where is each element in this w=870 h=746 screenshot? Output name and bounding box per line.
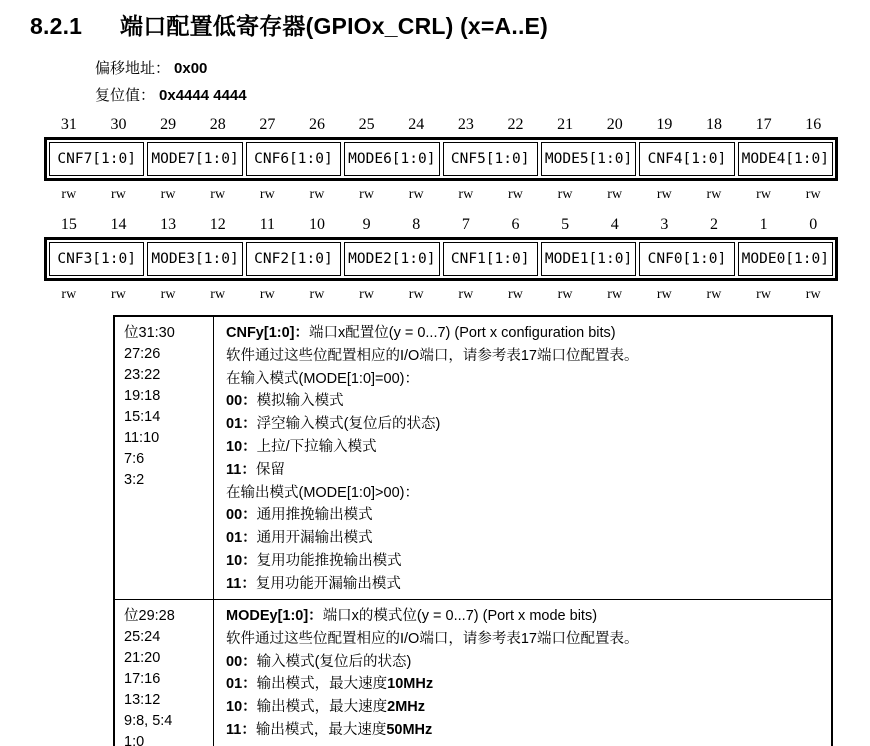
- reset-value-label: 复位值：: [95, 87, 156, 104]
- bit-number: 22: [507, 116, 524, 133]
- access-label: rw: [706, 287, 722, 302]
- bit-number-row-high: [44, 115, 838, 135]
- bit-number: 9: [362, 216, 371, 233]
- register-field-cell: MODE0[1:0]: [738, 242, 833, 276]
- bit-number: 20: [606, 116, 623, 133]
- access-label: rw: [111, 287, 126, 302]
- description-line: 01：通用开漏输出模式: [226, 530, 373, 547]
- section-number: 8.2.1: [30, 13, 83, 39]
- bit-number: 25: [358, 116, 375, 133]
- register-field-cell: MODE4[1:0]: [738, 142, 833, 176]
- access-label: rw: [210, 187, 226, 202]
- bit-number: 30: [110, 116, 127, 133]
- access-label: rw: [706, 187, 722, 202]
- description-line: 11：输出模式，最大速度50MHz: [226, 721, 433, 738]
- access-label: rw: [458, 287, 474, 302]
- register-field-cell: MODE5[1:0]: [541, 142, 636, 176]
- description-line: 软件通过这些位配置相应的I/O端口，请参考表17端口位配置表。: [226, 347, 639, 364]
- access-label: rw: [210, 287, 226, 302]
- section-title: 端口配置低寄存器(GPIOx_CRL) (x=A..E): [120, 13, 548, 39]
- access-label: rw: [557, 187, 573, 202]
- bit-number: 7: [461, 216, 470, 233]
- access-label: rw: [805, 287, 821, 302]
- register-field-cell: MODE3[1:0]: [147, 242, 242, 276]
- bit-range-line: 15:14: [124, 409, 161, 425]
- bit-range-line: 13:12: [124, 692, 161, 708]
- description-line: 10：上拉/下拉输入模式: [226, 438, 377, 455]
- access-label: rw: [557, 287, 573, 302]
- bit-number: 1: [759, 216, 768, 233]
- description-table: [113, 315, 833, 746]
- bit-range-line: 27:26: [124, 346, 161, 362]
- register-field-cell: CNF5[1:0]: [443, 142, 538, 176]
- access-label: rw: [259, 187, 275, 202]
- description-line: CNFy[1:0]：端口x配置位(y = 0...7) (Port x configuration bits): [226, 325, 616, 341]
- bit-number: 29: [160, 116, 177, 133]
- access-label: rw: [805, 187, 821, 202]
- bit-range-line: 9:8, 5:4: [124, 713, 173, 729]
- bit-range-line: 25:24: [124, 629, 161, 645]
- bit-range-line: 位29:28: [124, 608, 175, 624]
- access-label: rw: [408, 187, 424, 202]
- bit-range-line: 7:6: [124, 451, 145, 467]
- bit-number: 10: [308, 216, 325, 233]
- access-label: rw: [160, 287, 176, 302]
- access-row: [44, 286, 838, 304]
- bit-number: 24: [408, 116, 425, 133]
- register-field-cell: MODE1[1:0]: [541, 242, 636, 276]
- register-field-cell: MODE6[1:0]: [344, 142, 439, 176]
- bit-number: 18: [705, 116, 722, 133]
- bit-range-line: 位31:30: [124, 325, 175, 341]
- access-label: rw: [508, 187, 523, 202]
- bit-range-line: 3:2: [124, 472, 145, 488]
- description-line: 11：复用功能开漏输出模式: [226, 575, 401, 592]
- access-label: rw: [309, 287, 325, 302]
- bit-number: 16: [805, 116, 822, 133]
- description-line: 00：输入模式(复位后的状态): [226, 653, 412, 670]
- bit-range-cell: [114, 316, 214, 600]
- bit-number: 21: [557, 116, 574, 133]
- bit-number: 11: [259, 216, 276, 233]
- access-label: rw: [111, 187, 126, 202]
- bit-range-line: 17:16: [124, 671, 161, 687]
- access-label: rw: [61, 187, 77, 202]
- bit-number: 19: [656, 116, 673, 133]
- access-label: rw: [259, 287, 275, 302]
- description-line: 在输入模式(MODE[1:0]=00)：: [226, 370, 419, 387]
- bit-number: 13: [160, 216, 177, 233]
- register-field-row-high: [44, 137, 838, 181]
- bit-number: 12: [209, 216, 226, 233]
- field-description-cell: [214, 600, 833, 746]
- bit-number: 31: [60, 116, 77, 133]
- access-label: rw: [160, 187, 176, 202]
- register-field-cell: MODE7[1:0]: [147, 142, 242, 176]
- field-description-cell: [214, 316, 833, 600]
- register-field-row-low: [44, 237, 838, 281]
- access-label: rw: [656, 187, 672, 202]
- description-line: 10：复用功能推挽输出模式: [226, 552, 402, 569]
- register-meta: [95, 55, 870, 109]
- access-label: rw: [607, 287, 623, 302]
- bit-number: 26: [308, 116, 325, 133]
- access-label: rw: [756, 187, 771, 202]
- bit-number-row-low: [44, 215, 838, 235]
- access-label: rw: [756, 287, 771, 302]
- access-label: rw: [61, 287, 77, 302]
- register-field-cell: CNF0[1:0]: [639, 242, 734, 276]
- bit-number: 15: [60, 216, 77, 233]
- description-line: 在输出模式(MODE[1:0]>00)：: [226, 484, 419, 501]
- access-label: rw: [458, 187, 474, 202]
- description-line: 01：输出模式，最大速度10MHz: [226, 676, 434, 693]
- access-label: rw: [309, 187, 325, 202]
- register-field-cell: CNF6[1:0]: [246, 142, 341, 176]
- description-row: [114, 316, 832, 600]
- bit-range-line: 21:20: [124, 650, 161, 666]
- bit-range-cell: [114, 600, 214, 746]
- description-line: 00：通用推挽输出模式: [226, 507, 373, 524]
- register-field-cell: CNF1[1:0]: [443, 242, 538, 276]
- register-field-cell: CNF3[1:0]: [49, 242, 144, 276]
- reset-value-line: [95, 82, 870, 109]
- register-diagram: [44, 115, 838, 304]
- description-line: 01：浮空输入模式(复位后的状态): [226, 416, 441, 433]
- bit-range-line: 1:0: [124, 734, 145, 746]
- bit-number: 4: [610, 216, 619, 233]
- offset-address-line: [95, 55, 870, 82]
- bit-number: 14: [110, 216, 127, 233]
- access-label: rw: [359, 287, 374, 302]
- description-line: 00：模拟输入模式: [226, 393, 344, 410]
- offset-address-value: 0x00: [174, 60, 208, 77]
- bit-number: 28: [209, 116, 226, 133]
- bit-number: 27: [259, 116, 276, 133]
- section-heading: [30, 8, 870, 41]
- bit-number: 8: [412, 216, 421, 233]
- description-line: MODEy[1:0]：端口x的模式位(y = 0...7) (Port x mode bits): [226, 608, 598, 624]
- register-field-cell: CNF7[1:0]: [49, 142, 144, 176]
- bit-number: 17: [755, 116, 772, 133]
- bit-number: 5: [561, 216, 570, 233]
- bit-range-line: 19:18: [124, 388, 161, 404]
- register-field-cell: MODE2[1:0]: [344, 242, 439, 276]
- register-field-cell: CNF2[1:0]: [246, 242, 341, 276]
- access-label: rw: [656, 287, 672, 302]
- access-label: rw: [359, 187, 374, 202]
- offset-address-label: 偏移地址：: [95, 60, 171, 77]
- bit-number: 23: [457, 116, 474, 133]
- access-label: rw: [607, 187, 623, 202]
- access-label: rw: [508, 287, 523, 302]
- reset-value-value: 0x4444 4444: [159, 87, 247, 104]
- description-line: 11：保留: [226, 461, 285, 478]
- description-line: 软件通过这些位配置相应的I/O端口，请参考表17端口位配置表。: [226, 630, 639, 647]
- bit-number: 3: [660, 216, 669, 233]
- bit-number: 2: [709, 216, 718, 233]
- bit-range-line: 11:10: [124, 430, 160, 446]
- description-table-body: [114, 316, 832, 746]
- bit-number: 0: [809, 216, 818, 233]
- access-label: rw: [408, 287, 424, 302]
- access-row: [44, 186, 838, 204]
- description-row: [114, 600, 832, 746]
- register-field-cell: CNF4[1:0]: [639, 142, 734, 176]
- description-line: 10：输出模式，最大速度2MHz: [226, 699, 426, 716]
- bit-number: 6: [511, 216, 520, 233]
- bit-range-line: 23:22: [124, 367, 161, 383]
